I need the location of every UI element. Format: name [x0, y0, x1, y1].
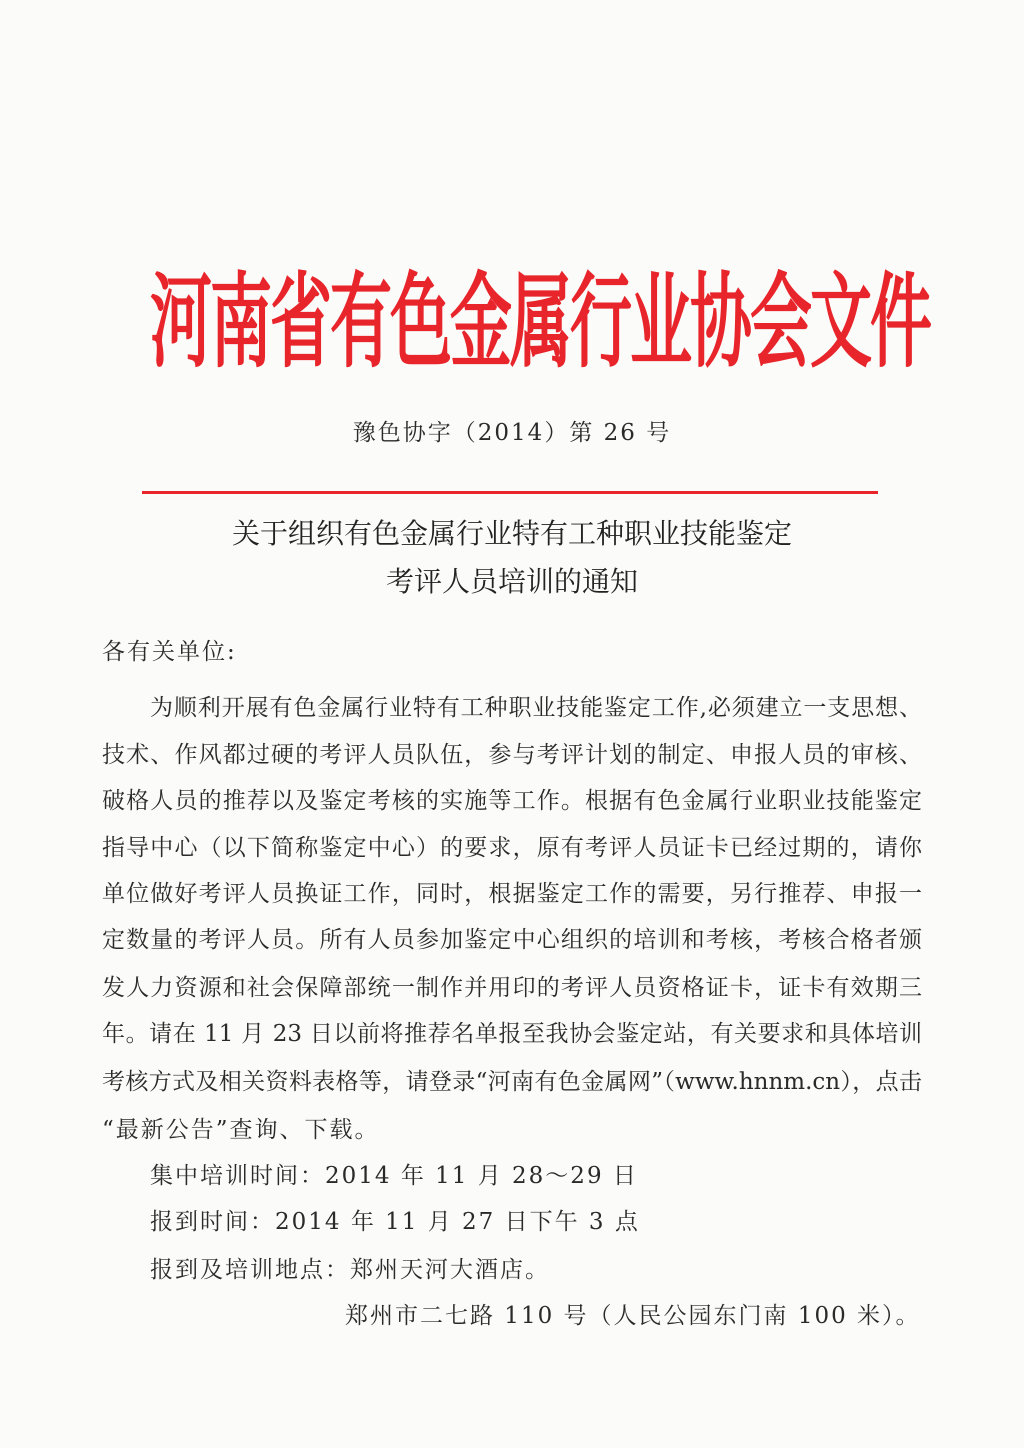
- body-line: 破格人员的推荐以及鉴定考核的实施等工作。根据有色金属行业职业技能鉴定: [102, 788, 922, 814]
- location-address: 郑州市二七路 110 号（人民公园东门南 100 米）。: [345, 1303, 921, 1329]
- training-time: 集中培训时间：2014 年 11 月 28～29 日: [150, 1163, 638, 1189]
- salutation: 各有关单位:: [102, 639, 237, 665]
- body-line: 定数量的考评人员。所有人员参加鉴定中心组织的培训和考核，考核合格者颁: [102, 927, 922, 953]
- organization-title: 河南省有色金属行业协会文件: [150, 261, 931, 382]
- body-line: 发人力资源和社会保障部统一制作并用印的考评人员资格证卡，证卡有效期三: [102, 975, 922, 1001]
- training-location: 报到及培训地点：郑州天河大酒店。: [150, 1257, 550, 1283]
- body-line: 考核方式及相关资料表格等，请登录“河南有色金属网”（www.hnnm.cn），点击: [102, 1069, 922, 1095]
- notice-title-line-2: 考评人员培训的通知: [385, 565, 638, 598]
- body-line: 技术、作风都过硬的考评人员队伍，参与考评计划的制定、申报人员的审核、: [102, 742, 922, 768]
- notice-title-line-1: 关于组织有色金属行业特有工种职业技能鉴定: [231, 517, 792, 550]
- document-number: 豫色协字（2014）第 26 号: [352, 420, 672, 446]
- checkin-time: 报到时间：2014 年 11 月 27 日下午 3 点: [150, 1209, 640, 1235]
- red-divider: [142, 491, 878, 494]
- body-line: 为顺利开展有色金属行业特有工种职业技能鉴定工作,必须建立一支思想、: [150, 695, 922, 721]
- body-line: 指导中心（以下简称鉴定中心）的要求，原有考评人员证卡已经过期的，请你: [102, 835, 922, 861]
- body-line: 单位做好考评人员换证工作，同时，根据鉴定工作的需要，另行推荐、申报一: [102, 881, 922, 907]
- body-line: “最新公告”查询、下载。: [102, 1117, 380, 1143]
- body-line: 年。请在 11 月 23 日以前将推荐名单报至我协会鉴定站，有关要求和具体培训: [102, 1021, 922, 1047]
